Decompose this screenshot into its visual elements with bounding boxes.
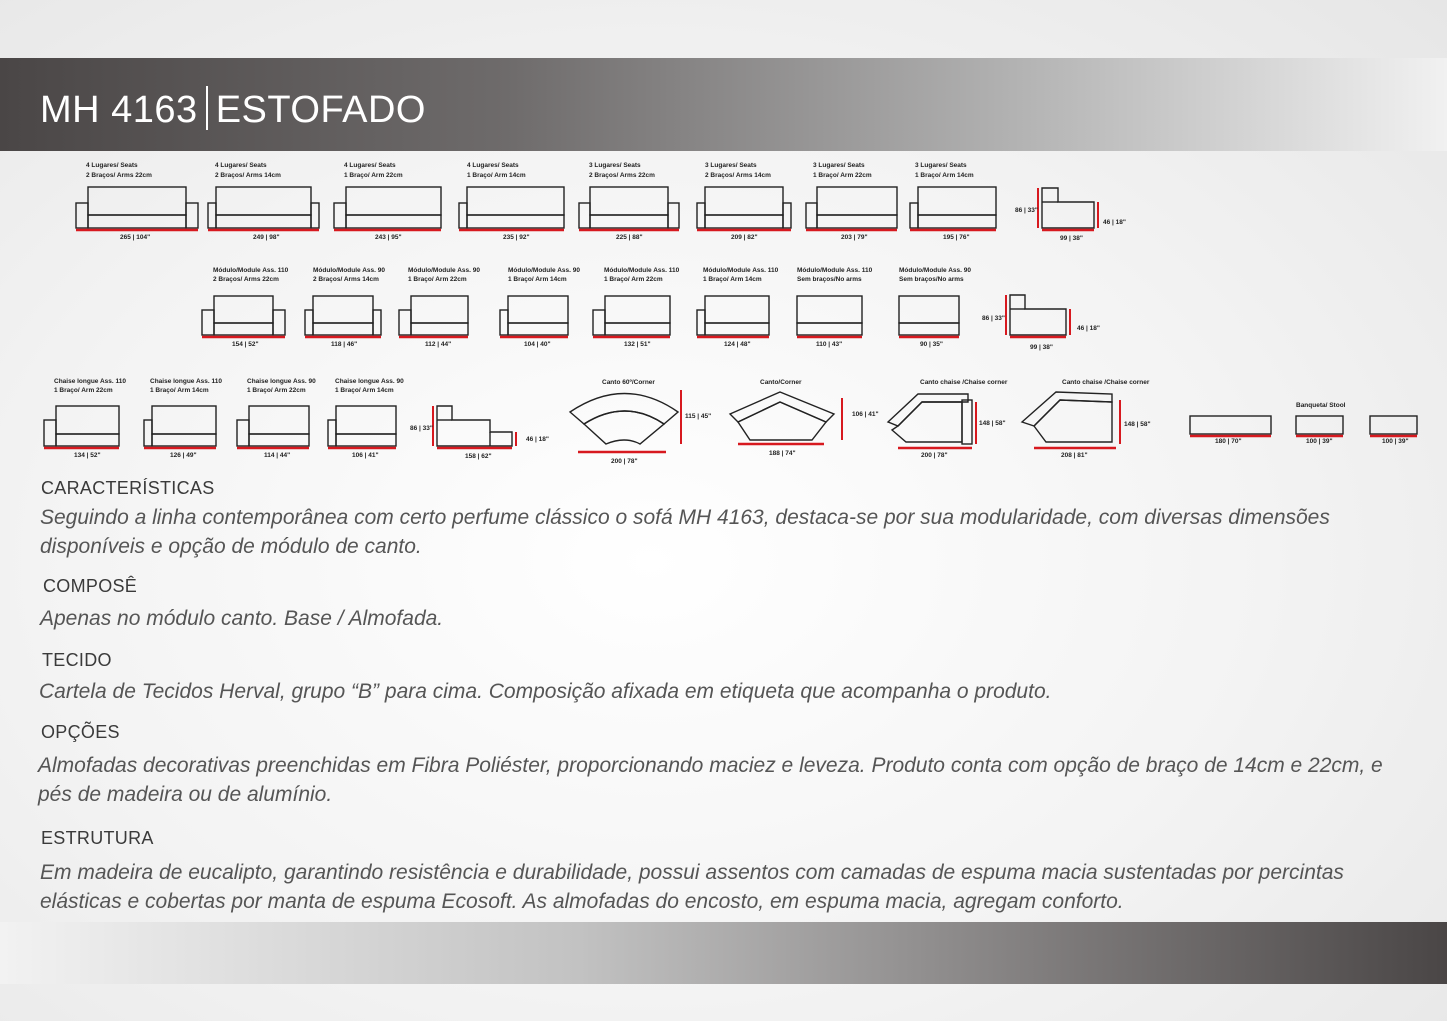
module-label: 4 Lugares/ Seats [215, 162, 267, 169]
module-dimension: 114 | 44" [264, 452, 291, 459]
module-dimension: 195 | 76" [943, 234, 970, 241]
corner-chaise-module-2 [1022, 392, 1120, 448]
module-label: 1 Braço/ Arm 22cm [247, 387, 306, 394]
section-body-estrutura: Em madeira de eucalipto, garantindo resistência e durabilidade, possui assentos com camadas de espuma macia sustentadas por percintas elásticas e cobertas por manta de espuma Ecosoft. As almofadas do encosto, em espuma macia, agregam conforto. [40, 861, 1344, 913]
sofa-4-seats-1-arm-22 [334, 187, 441, 230]
seat-dimension: 46 | 18" [1077, 325, 1100, 332]
module-label: Sem braços/No arms [797, 276, 862, 283]
module-dimension: 188 | 74" [769, 450, 796, 457]
module-dimension: 112 | 44" [425, 341, 452, 348]
chaise-110-1-arm-22 [44, 406, 119, 448]
module-label: 3 Lugares/ Seats [589, 162, 641, 169]
module-label: Chaise longue Ass. 110 [150, 378, 223, 385]
sofa-3-seats-1-arm-14 [910, 187, 996, 230]
module-dimension: 208 | 81" [1061, 452, 1088, 459]
height-dimension: 86 | 33" [410, 425, 433, 432]
module-label: 1 Braço/ Arm 22cm [54, 387, 113, 394]
module-label: 2 Braços/ Arms 14cm [705, 172, 771, 179]
module-label: 1 Braço/ Arm 14cm [467, 172, 526, 179]
module-dimension: 90 | 35" [920, 341, 943, 348]
module-dimension: 200 | 78" [921, 452, 948, 459]
module-label: 1 Braço/ Arm 14cm [915, 172, 974, 179]
module-label: Canto/Corner [760, 379, 802, 386]
chaise-side-profile [433, 406, 516, 448]
sofa-3-seats-1-arm-22 [806, 187, 897, 230]
module-label: Canto 60º/Corner [602, 379, 655, 386]
depth-dimension: 115 | 45" [685, 413, 712, 420]
depth-dimension: 99 | 38" [1030, 344, 1053, 351]
model-code: MH 4163 [40, 89, 198, 131]
module-label: Módulo/Module Ass. 90 [508, 267, 580, 274]
module-label: 2 Braços/ Arms 14cm [313, 276, 379, 283]
module-label: Módulo/Module Ass. 90 [408, 267, 480, 274]
module-label: 2 Braços/ Arms 14cm [215, 172, 281, 179]
seat-dimension: 46 | 18" [1103, 219, 1126, 226]
module-side-profile [1006, 295, 1070, 337]
depth-dimension: 148 | 58" [1124, 421, 1151, 428]
module-110-1-arm-14 [697, 296, 769, 337]
section-title-caracteristicas: CARACTERÍSTICAS [41, 478, 215, 498]
module-dimension: 200 | 78" [611, 458, 638, 465]
module-dimension: 180 | 70" [1215, 438, 1242, 445]
module-label: Módulo/Module Ass. 110 [703, 267, 779, 274]
footer-band [0, 922, 1447, 984]
section-body-tecido: Cartela de Tecidos Herval, grupo “B” para cima. Composição afixada em etiqueta que acompanha o produto. [39, 680, 1052, 703]
depth-dimension: 106 | 41" [852, 411, 879, 418]
height-dimension: 86 | 33" [1015, 207, 1038, 214]
module-label: 3 Lugares/ Seats [705, 162, 757, 169]
stool-large [1190, 416, 1271, 436]
module-dimension: 134 | 52" [74, 452, 101, 459]
sofa-4-seats-2-arms-14 [208, 187, 319, 230]
module-dimension: 209 | 82" [731, 234, 758, 241]
page-title [40, 86, 426, 132]
title-separator [206, 86, 208, 130]
section-title-compose: COMPOSÊ [43, 576, 138, 596]
stool-medium [1296, 416, 1343, 436]
module-dimension: 100 | 39" [1306, 438, 1333, 445]
module-dimension: 203 | 79" [841, 234, 868, 241]
module-90-no-arms [899, 296, 959, 337]
module-90-1-arm-14 [500, 296, 568, 337]
module-label: Módulo/Module Ass. 90 [313, 267, 385, 274]
module-dimension: 124 | 48" [724, 341, 751, 348]
module-dimension: 265 | 104" [120, 234, 151, 241]
module-dimension: 225 | 88" [616, 234, 643, 241]
module-label: 1 Braço/ Arm 14cm [150, 387, 209, 394]
module-label: 1 Braço/ Arm 22cm [813, 172, 872, 179]
sofa-3-seats-2-arms-22 [579, 187, 679, 230]
section-title-estrutura: ESTRUTURA [41, 828, 154, 848]
section-title-tecido: TECIDO [42, 650, 112, 670]
module-label: Banqueta/ Stool [1296, 402, 1346, 409]
module-label: 1 Braço/ Arm 14cm [508, 276, 567, 283]
module-dimension: 132 | 51" [624, 341, 651, 348]
module-dimension: 100 | 39" [1382, 438, 1409, 445]
module-label: 1 Braço/ Arm 14cm [703, 276, 762, 283]
module-label: 2 Braços/ Arms 22cm [213, 276, 279, 283]
corner-60-module [570, 390, 681, 452]
module-dimension: 106 | 41" [352, 452, 379, 459]
module-label: 1 Braço/ Arm 22cm [344, 172, 403, 179]
product-category: ESTOFADO [215, 89, 426, 131]
sofa-4-seats-1-arm-14 [459, 187, 564, 230]
section-title-opcoes: OPÇÕES [41, 722, 120, 742]
sofa-4-seats-2-arms-22 [76, 187, 198, 230]
module-label: Canto chaise /Chaise corner [920, 379, 1008, 386]
module-90-2-arms-14 [305, 296, 381, 337]
module-label: Módulo/Module Ass. 110 [797, 267, 873, 274]
module-label: 3 Lugares/ Seats [813, 162, 865, 169]
module-label: 4 Lugares/ Seats [86, 162, 138, 169]
module-dimension: 104 | 40" [524, 341, 551, 348]
chaise-110-1-arm-14 [144, 406, 216, 448]
module-label: Chaise longue Ass. 90 [335, 378, 404, 385]
module-label: Chaise longue Ass. 110 [54, 378, 127, 385]
header-banner [0, 58, 1447, 151]
module-label: Módulo/Module Ass. 90 [899, 267, 971, 274]
module-label: Módulo/Module Ass. 110 [604, 267, 680, 274]
module-label: 3 Lugares/ Seats [915, 162, 967, 169]
corner-module [730, 392, 842, 444]
module-dimension: 118 | 46" [331, 341, 358, 348]
chaise-90-1-arm-14 [328, 406, 396, 448]
module-110-no-arms [797, 296, 862, 337]
section-body-compose: Apenas no módulo canto. Base / Almofada. [40, 607, 444, 630]
module-label: 4 Lugares/ Seats [467, 162, 519, 169]
section-body-caracteristicas: Seguindo a linha contemporânea com certo perfume clássico o sofá MH 4163, destaca-se por sua modularidade, com diversas dimensões disponíveis e opção de módulo de canto. [40, 506, 1330, 558]
depth-dimension: 148 | 58" [979, 420, 1006, 427]
module-label: Sem braços/No arms [899, 276, 964, 283]
module-label: Canto chaise /Chaise corner [1062, 379, 1150, 386]
corner-chaise-module-1 [888, 394, 976, 448]
module-label: 1 Braço/ Arm 22cm [604, 276, 663, 283]
module-dimension: 249 | 98" [253, 234, 280, 241]
module-90-1-arm-22 [399, 296, 468, 337]
sofa-side-profile [1038, 188, 1098, 230]
module-diagrams [0, 150, 1447, 470]
depth-dimension: 99 | 38" [1060, 235, 1083, 242]
section-body-opcoes: Almofadas decorativas preenchidas em Fibra Poliéster, proporcionando maciez e leveza. Produto conta com opção de braço de 14cm e 22cm, e pés de madeira ou de alumínio. [38, 754, 1383, 806]
module-dimension: 154 | 52" [232, 341, 259, 348]
module-label: 4 Lugares/ Seats [344, 162, 396, 169]
height-dimension: 86 | 33" [982, 315, 1005, 322]
module-dimension: 126 | 49" [170, 452, 197, 459]
depth-dimension: 158 | 62" [465, 453, 492, 460]
module-label: Chaise longue Ass. 90 [247, 378, 316, 385]
module-label: 1 Braço/ Arm 22cm [408, 276, 467, 283]
chaise-90-1-arm-22 [237, 406, 309, 448]
module-dimension: 110 | 43" [816, 341, 843, 348]
module-dimension: 235 | 92" [503, 234, 530, 241]
module-label: 2 Braços/ Arms 22cm [589, 172, 655, 179]
module-110-1-arm-22 [593, 296, 670, 337]
module-label: 1 Braço/ Arm 14cm [335, 387, 394, 394]
sofa-3-seats-2-arms-14 [697, 187, 791, 230]
stool-small [1370, 416, 1417, 436]
module-label: 2 Braços/ Arms 22cm [86, 172, 152, 179]
module-dimension: 243 | 95" [375, 234, 402, 241]
module-label: Módulo/Module Ass. 110 [213, 267, 289, 274]
seat-dimension: 46 | 18" [526, 436, 549, 443]
module-110-2-arms-22 [202, 296, 285, 337]
